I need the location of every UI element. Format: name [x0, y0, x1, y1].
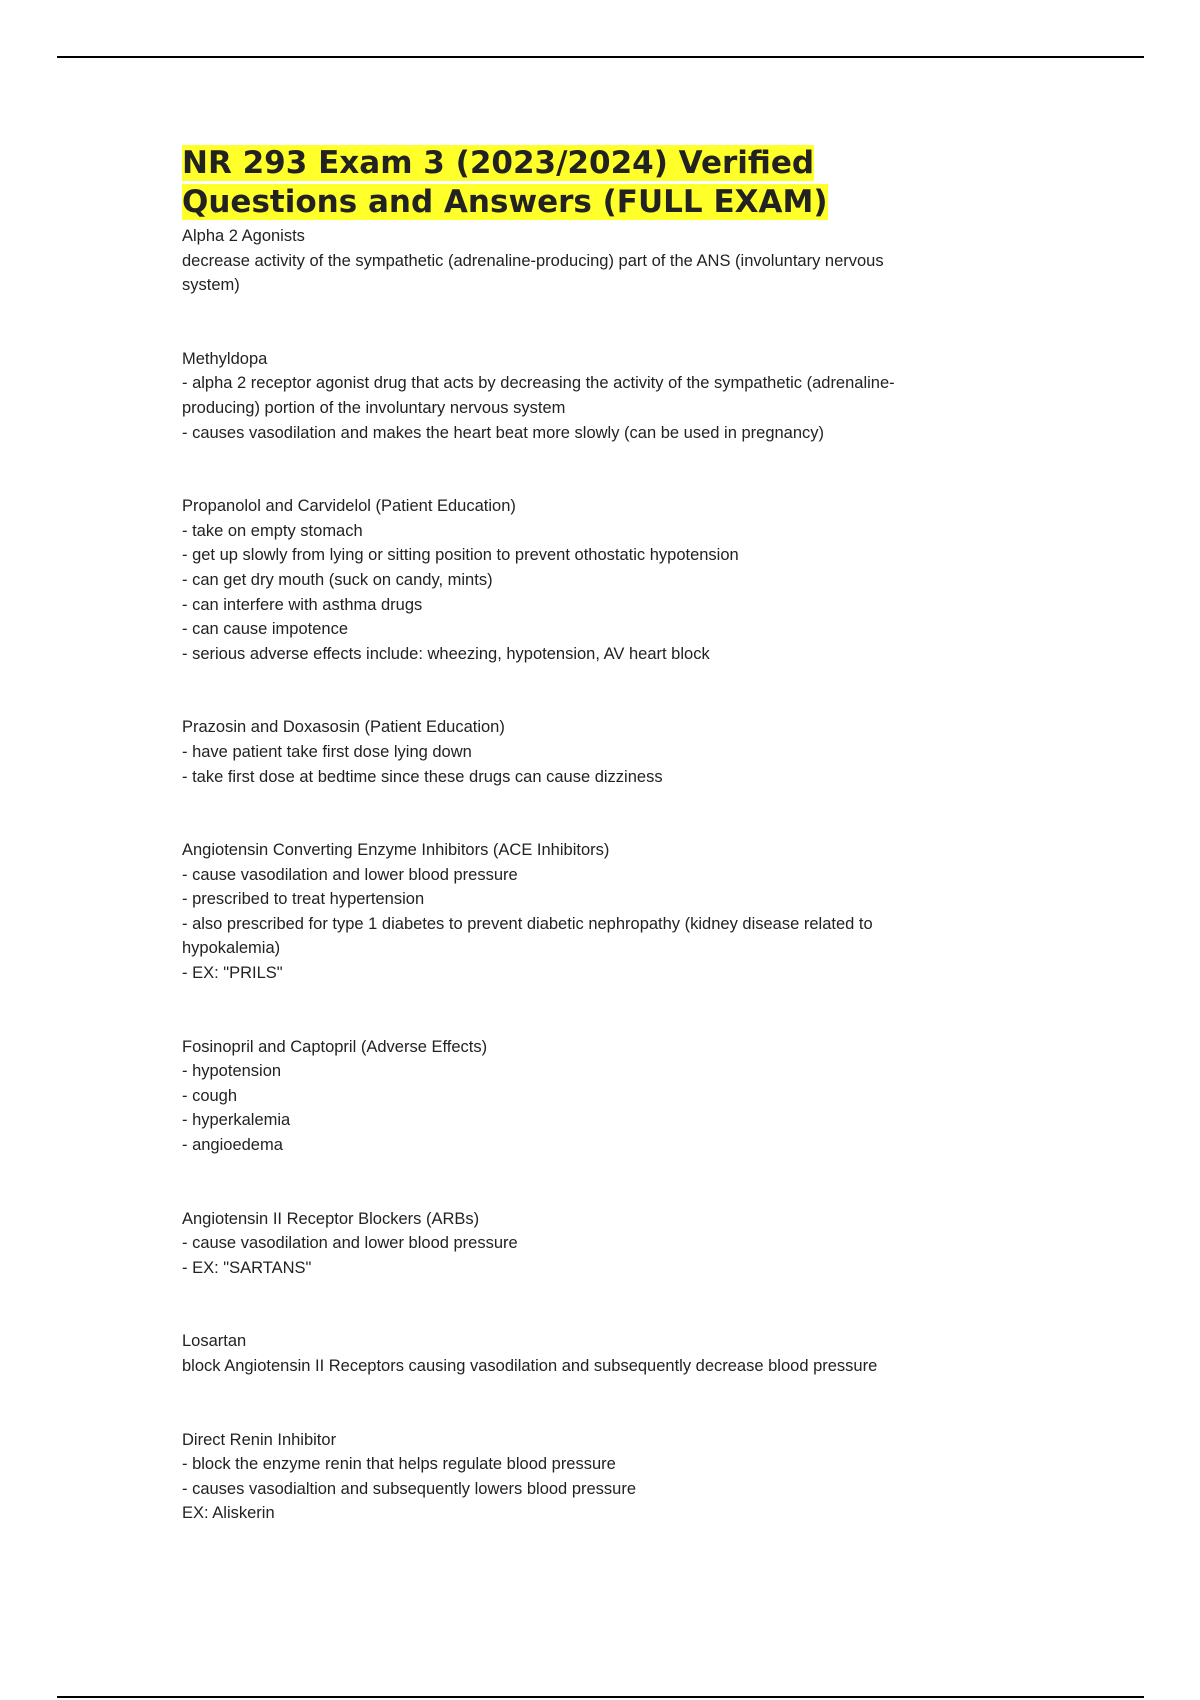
entry-line: - get up slowly from lying or sitting position to prevent othostatic hypotension [182, 546, 739, 565]
entry-line: - causes vasodialtion and subsequently lowers blood pressure [182, 1479, 637, 1498]
document-title [182, 144, 1012, 222]
entry-line: - EX: "SARTANS" [182, 1258, 312, 1277]
qa-entries [182, 224, 1012, 1526]
entry-heading: Angiotensin Converting Enzyme Inhibitors (ACE Inhibitors) [182, 841, 610, 860]
qa-entry [182, 347, 1012, 445]
entry-line: - prescribed to treat hypertension [182, 890, 425, 909]
entry-line: - can get dry mouth (suck on candy, mints) [182, 570, 493, 589]
entry-line: - EX: "PRILS" [182, 964, 283, 983]
entry-line: - can cause impotence [182, 620, 349, 639]
entry-line: - also prescribed for type 1 diabetes to prevent diabetic nephropathy (kidney disease related to [182, 914, 873, 933]
entry-line: - serious adverse effects include: wheezing, hypotension, AV heart block [182, 644, 710, 663]
entry-line: - cause vasodilation and lower blood pressure [182, 865, 518, 884]
qa-entry [182, 224, 1012, 298]
entry-line: hypokalemia) [182, 939, 281, 958]
qa-entry [182, 838, 1012, 986]
entry-line: - cough [182, 1086, 238, 1105]
entry-heading: Prazosin and Doxasosin (Patient Education) [182, 718, 505, 737]
entry-line: - angioedema [182, 1136, 283, 1155]
entry-line: EX: Aliskerin [182, 1504, 275, 1523]
title-line-2: Questions and Answers (FULL EXAM) [182, 184, 828, 220]
entry-line: block Angiotensin II Receptors causing vasodilation and subsequently decrease blood pressure [182, 1357, 878, 1375]
qa-entry [182, 1428, 1012, 1526]
qa-entry [182, 715, 1012, 789]
entry-heading: Fosinopril and Captopril (Adverse Effects) [182, 1037, 488, 1056]
entry-line: decrease activity of the sympathetic (adrenaline-producing) part of the ANS (involuntary nervous [182, 251, 884, 270]
document-body [182, 144, 1012, 1575]
entry-line: producing) portion of the involuntary nervous system [182, 398, 566, 417]
title-line-1: NR 293 Exam 3 (2023/2024) Verified [182, 145, 815, 181]
entry-heading: Angiotensin II Receptor Blockers (ARBs) [182, 1209, 480, 1228]
qa-entry [182, 494, 1012, 666]
entry-line: - block the enzyme renin that helps regulate blood pressure [182, 1455, 616, 1474]
entry-line: - hypotension [182, 1062, 282, 1081]
entry-heading: Propanolol and Carvidelol (Patient Education) [182, 497, 516, 516]
entry-line: - can interfere with asthma drugs [182, 595, 423, 614]
qa-entry [182, 1329, 1012, 1378]
entry-line: - take on empty stomach [182, 521, 363, 540]
entry-line: - cause vasodilation and lower blood pressure [182, 1234, 518, 1253]
entry-heading: Methyldopa [182, 349, 268, 368]
entry-line: - hyperkalemia [182, 1111, 291, 1130]
entry-line: - alpha 2 receptor agonist drug that acts by decreasing the activity of the sympathetic (adrenaline- [182, 374, 895, 393]
footer-rule [57, 1696, 1144, 1698]
entry-heading: Losartan [182, 1332, 247, 1351]
qa-entry [182, 1207, 1012, 1281]
qa-entry [182, 1035, 1012, 1158]
entry-heading: Direct Renin Inhibitor [182, 1430, 337, 1449]
header-rule [57, 56, 1144, 58]
entry-line: system) [182, 276, 240, 295]
entry-heading: Alpha 2 Agonists [182, 227, 305, 245]
entry-line: - take first dose at bedtime since these drugs can cause dizziness [182, 767, 663, 786]
entry-line: - causes vasodilation and makes the heart beat more slowly (can be used in pregnancy) [182, 423, 825, 442]
entry-line: - have patient take first dose lying down [182, 742, 472, 761]
